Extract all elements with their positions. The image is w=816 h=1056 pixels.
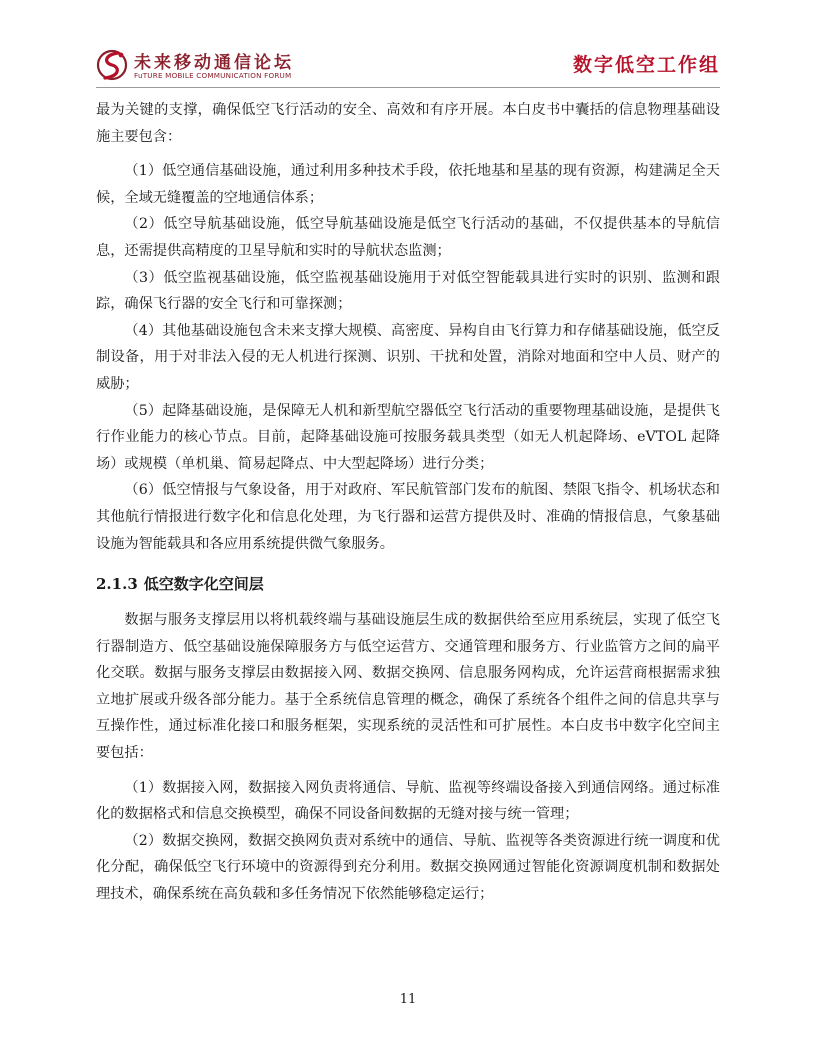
logo-text-cn: 未来移动通信论坛	[134, 53, 294, 73]
forum-logo-icon	[96, 46, 130, 84]
section-title: 低空数字化空间层	[143, 575, 264, 594]
paragraph-digital-space: 数据与服务支撑层用以将机载终端与基础设施层生成的数据供给至应用系统层，实现了低空飞行器制造方、低空基础设施保障服务方与低空运营方、交通管理和服务方、行业监管方之间的扁平化交联。数据与服务支撑层由数据接入网、数据交换网、信息服务网构成，允许运营商根据需求独立地扩展或升级各部分能力。基于全系统信息管理的概念，确保了系统各个组件之间的信息共享与互操作性，通过标准化接口和服务框架，实现系统的灵活性和可扩展性。本白皮书中数字化空间主要包括：	[96, 612, 720, 762]
list-item-communication: （1）低空通信基础设施，通过利用多种技术手段，依托地基和星基的现有资源，构建满足全天候，全域无缝覆盖的空地通信体系；	[96, 163, 720, 206]
page-number: 11	[399, 992, 417, 1007]
list-item-data-access: （1）数据接入网，数据接入网负责将通信、导航、监视等终端设备接入到通信网络。通过标准化的数据格式和信息交换模型，确保不同设备间数据的无缝对接与统一管理；	[96, 779, 720, 823]
list-item-intelligence-weather: （6）低空情报与气象设备，用于对政府、军民航管部门发布的航图、禁限飞指令、机场状态和其他航行情报进行数字化和信息化处理，为飞行器和运营方提供及时、准确的情报信息，气象基础设施为智能载具和各应用系统提供微气象服务。	[96, 482, 720, 552]
header-divider	[96, 87, 720, 88]
section-number: 2.1.3	[96, 575, 138, 594]
page-body	[96, 97, 720, 908]
list-item-other-infrastructure: （4）其他基础设施包含未来支撑大规模、高密度、异构自由飞行算力和存储基础设施，低空反制设备，用于对非法入侵的无人机进行探测、识别、干扰和处置，消除对地面和空中人员、财产的威胁；	[96, 322, 720, 392]
list-item-data-exchange: （2）数据交换网，数据交换网负责对系统中的通信、导航、监视等各类资源进行统一调度和优化分配，确保低空飞行环境中的资源得到充分利用。数据交换网通过智能化资源调度机制和数据处理技术，确保系统在高负载和多任务情况下依然能够稳定运行；	[96, 832, 720, 903]
section-heading	[96, 571, 720, 597]
list-item-surveillance: （3）低空监视基础设施，低空监视基础设施用于对低空智能载具进行实时的识别、监测和跟踪，确保飞行器的安全飞行和可靠探测；	[96, 269, 720, 313]
list-item-navigation: （2）低空导航基础设施，低空导航基础设施是低空飞行活动的基础，不仅提供基本的导航信息，还需提供高精度的卫星导航和实时的导航状态监测；	[96, 216, 720, 259]
paragraph-intro: 最为关键的支撑，确保低空飞行活动的安全、高效和有序开展。本白皮书中囊括的信息物理基础设施主要包含：	[96, 102, 720, 145]
page-header	[96, 44, 720, 90]
logo-text-en: FuTURE MOBILE COMMUNICATION FORUM	[134, 71, 292, 80]
list-item-takeoff-landing: （5）起降基础设施，是保障无人机和新型航空器低空飞行活动的重要物理基础设施，是提供飞行作业能力的核心节点。目前，起降基础设施可按服务载具类型（如无人机起降场、eVTOL 起降场）或规模（单机巢、简易起降点、中大型起降场）进行分类；	[96, 402, 720, 472]
working-group-title: 数字低空工作组	[572, 54, 720, 76]
